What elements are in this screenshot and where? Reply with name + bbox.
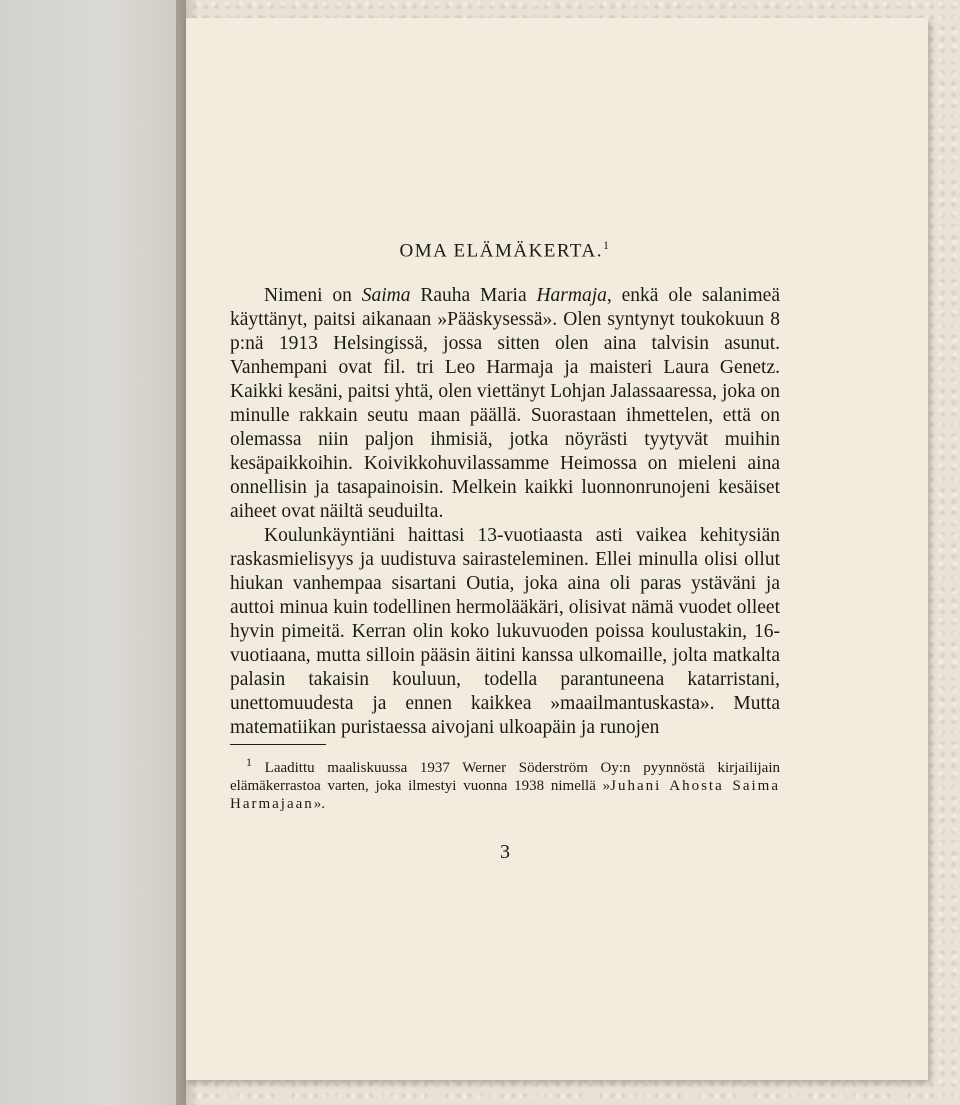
heading-footnote-mark: 1 <box>603 238 611 252</box>
footnote-rule <box>230 744 326 745</box>
paragraph-1-text-c: , enkä ole salanimeä käyttänyt, paitsi aikanaan »Pääskysessä». Olen syntynyt toukokuun 8 p:nä 1913 Helsingissä, jossa sitten olen aina talvisin asunut. Vanhempani ovat fil. tri Leo Harmaja ja maisteri Laura Genetz. Kaikki kesäni, paitsi yhtä, olen viettänyt Lohjan Jalassaaressa, joka on minulle rakkain seutu maan päällä. Suorastaan ihmettelen, että on olemassa niin paljon ihmisiä, jotka nöyrästi tyytyvät muihin kesäpaikkoihin. Koivikkohuvilassamme Heimossa on mieleni aina onnellisin ja tasapainoisin. Melkein kaikki luonnonrunojeni kesäiset aiheet ovat näiltä seuduilta. <box>230 285 780 523</box>
page-content <box>230 238 780 864</box>
paragraph-1-text-a: Nimeni on <box>264 285 362 307</box>
heading-text: OMA ELÄMÄKERTA. <box>399 240 603 262</box>
paragraph-1-text-b: Rauha Maria <box>410 285 537 307</box>
footnote-end: ». <box>313 796 326 813</box>
paragraph-2: Koulunkäyntiäni haittasi 13-vuotiaasta asti vaikea kehitysiän raskasmielisyys ja uudistuva sairasteleminen. Ellei minulla olisi ollut hiukan vanhempaa sisartani Outia, joka aina oli paras ystäväni ja auttoi minua kuin todellinen hermolääkäri, olisivat nämä vuodet olleet hyvin pimeitä. Kerran olin koko lukuvuoden poissa koulustakin, 16-vuotiaana, mutta silloin pääsin äitini kanssa ulkomaille, jolta matkalta palasin takaisin kouluun, todella parantuneena katarristani, unettomuudesta ja ennen kaikkea »maailmantuskasta». Mutta matematiikan puristaessa aivojani ulkoapäin ja runojen <box>230 525 780 739</box>
paragraph-1-italic-surname: Harmaja <box>536 285 607 307</box>
footnote-mark: 1 <box>246 755 252 770</box>
page-number: 3 <box>500 841 510 864</box>
footnote <box>230 753 780 813</box>
book-page <box>186 18 928 1080</box>
paragraph-1 <box>230 284 780 524</box>
paragraph-1-italic-name: Saima <box>361 285 411 307</box>
footnote-text: Laadittu maaliskuussa 1937 Werner Söderström Oy:n pyynnöstä kirjailijain elämäkerrastoa varten, joka ilmestyi vuonna 1938 nimellä » <box>230 760 780 795</box>
left-page <box>0 0 186 1105</box>
chapter-heading <box>230 238 780 262</box>
footnote-spaced-title: Juhani Ahosta Saima Harmajaan <box>230 778 780 813</box>
